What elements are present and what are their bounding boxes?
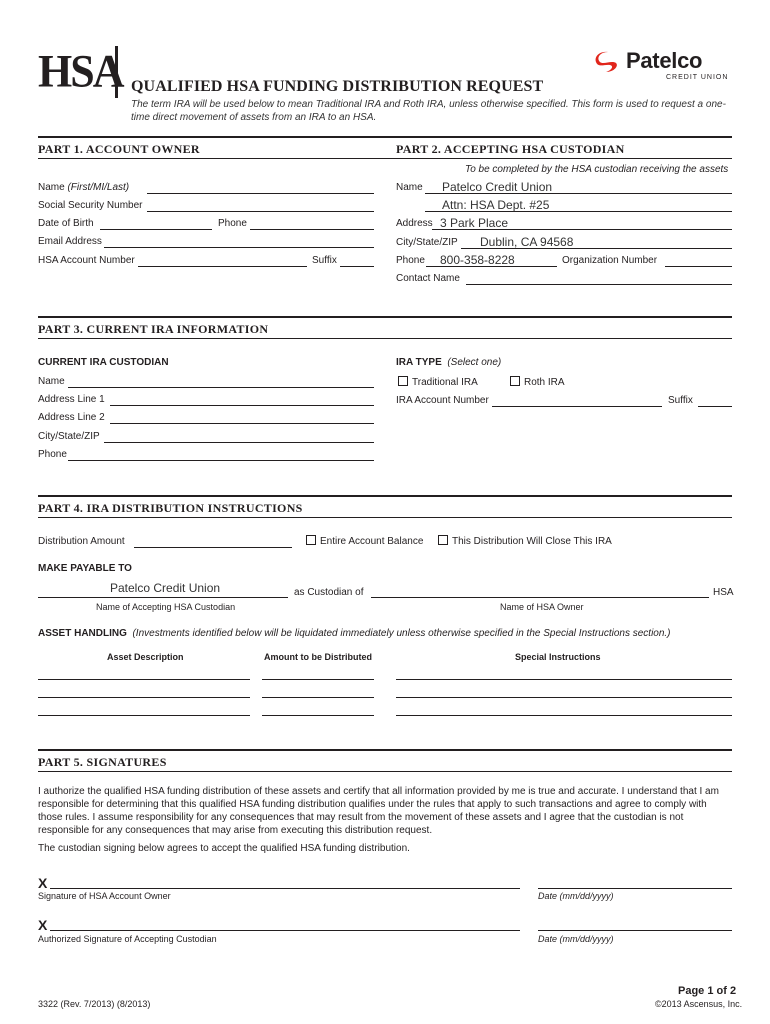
custodian-csz-label: City/State/ZIP bbox=[396, 237, 458, 248]
divider bbox=[38, 136, 732, 138]
owner-date-field[interactable] bbox=[538, 888, 732, 889]
asset-special-field-3[interactable] bbox=[396, 715, 732, 716]
asset-special-field-2[interactable] bbox=[396, 697, 732, 698]
phone-label: Phone bbox=[218, 218, 247, 229]
phone-field[interactable] bbox=[250, 229, 374, 230]
contact-name-label: Contact Name bbox=[396, 273, 460, 284]
divider bbox=[38, 517, 732, 518]
page-number: Page 1 of 2 bbox=[678, 985, 737, 997]
asset-amount-field-2[interactable] bbox=[262, 697, 374, 698]
divider bbox=[38, 749, 732, 751]
asset-special-field-1[interactable] bbox=[396, 679, 732, 680]
ssn-field[interactable] bbox=[147, 211, 374, 212]
asset-desc-field-3[interactable] bbox=[38, 715, 250, 716]
name-label: Name (First/MI/Last) bbox=[38, 182, 130, 193]
form-subtitle: The term IRA will be used below to mean Traditional IRA and Roth IRA, unless otherwise specified. This form is used to request a one-time direct movement of assets from an IRA to an HSA. bbox=[131, 99, 726, 123]
part2-note: To be completed by the HSA custodian receiving the assets bbox=[465, 164, 729, 175]
owner-date-label: Date (mm/dd/yyyy) bbox=[538, 891, 614, 901]
form-title: QUALIFIED HSA FUNDING DISTRIBUTION REQUEST bbox=[131, 78, 544, 95]
name-field[interactable] bbox=[147, 193, 374, 194]
custodian-name-value: Patelco Credit Union bbox=[442, 180, 553, 194]
ira-csz-field[interactable] bbox=[104, 442, 374, 443]
owner-sig-label: Signature of HSA Account Owner bbox=[38, 891, 171, 901]
caption-custodian: Name of Accepting HSA Custodian bbox=[96, 602, 236, 612]
patelco-swirl-icon bbox=[594, 50, 622, 74]
asset-desc-field-1[interactable] bbox=[38, 679, 250, 680]
part2-heading: PART 2. ACCEPTING HSA CUSTODIAN bbox=[396, 142, 625, 156]
checkbox-box[interactable] bbox=[306, 535, 316, 545]
ira-account-field[interactable] bbox=[492, 406, 662, 407]
asset-handling-heading: ASSET HANDLING (Investments identified below will be liquidated immediately unless otherwise specified in the Special Instructions section.) bbox=[38, 628, 671, 639]
divider bbox=[38, 338, 732, 339]
copyright: ©2013 Ascensus, Inc. bbox=[655, 999, 743, 1009]
custodian-name-line2-value: Attn: HSA Dept. #25 bbox=[442, 198, 550, 212]
custodian-name-label: Name bbox=[396, 182, 423, 193]
contact-name-field[interactable] bbox=[466, 284, 732, 285]
org-number-label: Organization Number bbox=[562, 255, 658, 266]
patelco-logo bbox=[594, 48, 734, 88]
part4-heading: PART 4. IRA DISTRIBUTION INSTRUCTIONS bbox=[38, 501, 303, 515]
divider bbox=[38, 158, 732, 159]
divider bbox=[38, 316, 732, 318]
authorization-text: I authorize the qualified HSA funding distribution of these assets and certify that all information provided by me is true and accurate. I understand that I am responsible for determining that this qualified HSA funding distribution qualifies under the rules that apply to such transactions and agree to comply with those rules. I assume responsibility for any consequences that may result from the movement of these assets and I agree that the custodian is not responsible for any consequences that may arise from executing this distribution request. bbox=[38, 786, 719, 836]
checkbox-box[interactable] bbox=[438, 535, 448, 545]
ira-suffix-field[interactable] bbox=[698, 406, 732, 407]
dob-field[interactable] bbox=[100, 229, 212, 230]
hsa-logo: HSA bbox=[38, 45, 123, 98]
col-asset-description: Asset Description bbox=[107, 652, 184, 662]
distribution-amount-label: Distribution Amount bbox=[38, 536, 125, 547]
custodian-agreement-text: The custodian signing below agrees to accept the qualified HSA funding distribution. bbox=[38, 843, 410, 854]
asset-amount-field-1[interactable] bbox=[262, 679, 374, 680]
suffix-label: Suffix bbox=[312, 255, 337, 266]
asset-desc-field-2[interactable] bbox=[38, 697, 250, 698]
ira-name-label: Name bbox=[38, 376, 65, 387]
caption-owner: Name of HSA Owner bbox=[500, 602, 584, 612]
payable-custodian-field[interactable] bbox=[38, 597, 288, 598]
ira-type-heading: IRA TYPE (Select one) bbox=[396, 357, 502, 368]
hsa-account-label: HSA Account Number bbox=[38, 255, 135, 266]
current-custodian-heading: CURRENT IRA CUSTODIAN bbox=[38, 357, 169, 368]
custodian-sig-label: Authorized Signature of Accepting Custodian bbox=[38, 934, 217, 944]
owner-sig-x: X bbox=[38, 875, 48, 891]
ira-suffix-label: Suffix bbox=[668, 395, 693, 406]
close-ira-checkbox[interactable]: This Distribution Will Close This IRA bbox=[438, 535, 612, 547]
suffix-field[interactable] bbox=[340, 266, 374, 267]
hsa-owner-field[interactable] bbox=[371, 597, 709, 598]
as-custodian-label: as Custodian of bbox=[294, 587, 364, 598]
brand-sub: CREDIT UNION bbox=[666, 74, 729, 81]
ira-addr2-label: Address Line 2 bbox=[38, 412, 105, 423]
custodian-date-label: Date (mm/dd/yyyy) bbox=[538, 934, 614, 944]
dob-label: Date of Birth bbox=[38, 218, 94, 229]
entire-balance-checkbox[interactable]: Entire Account Balance bbox=[306, 535, 423, 547]
email-label: Email Address bbox=[38, 236, 102, 247]
col-special-instructions: Special Instructions bbox=[515, 652, 601, 662]
part1-heading: PART 1. ACCOUNT OWNER bbox=[38, 142, 200, 156]
ira-name-field[interactable] bbox=[68, 387, 374, 388]
col-amount-distributed: Amount to be Distributed bbox=[264, 652, 372, 662]
brand-name: Patelco bbox=[626, 48, 703, 73]
custodian-sig-x: X bbox=[38, 917, 48, 933]
checkbox-box[interactable] bbox=[398, 376, 408, 386]
ira-addr1-field[interactable] bbox=[110, 405, 374, 406]
owner-signature-field[interactable] bbox=[50, 888, 520, 889]
make-payable-heading: MAKE PAYABLE TO bbox=[38, 563, 132, 574]
custodian-signature-field[interactable] bbox=[50, 930, 520, 931]
payable-custodian-value: Patelco Credit Union bbox=[110, 581, 221, 595]
checkbox-box[interactable] bbox=[510, 376, 520, 386]
divider bbox=[38, 495, 732, 497]
org-number-field[interactable] bbox=[665, 266, 732, 267]
ira-addr1-label: Address Line 1 bbox=[38, 394, 105, 405]
part5-heading: PART 5. SIGNATURES bbox=[38, 755, 167, 769]
custodian-address-value: 3 Park Place bbox=[440, 216, 509, 230]
part3-heading: PART 3. CURRENT IRA INFORMATION bbox=[38, 322, 269, 336]
divider bbox=[38, 771, 732, 772]
ira-addr2-field[interactable] bbox=[110, 423, 374, 424]
email-field[interactable] bbox=[104, 247, 374, 248]
ira-account-label: IRA Account Number bbox=[396, 395, 489, 406]
distribution-amount-field[interactable] bbox=[134, 547, 292, 548]
custodian-phone-label: Phone bbox=[396, 255, 425, 266]
form-number: 3322 (Rev. 7/2013) (8/2013) bbox=[38, 999, 151, 1009]
ira-phone-field[interactable] bbox=[68, 460, 374, 461]
custodian-csz-value: Dublin, CA 94568 bbox=[480, 235, 574, 249]
custodian-date-field[interactable] bbox=[538, 930, 732, 931]
ira-phone-label: Phone bbox=[38, 449, 67, 460]
roth-ira-checkbox[interactable]: Roth IRA bbox=[510, 376, 565, 388]
hsa-account-field[interactable] bbox=[138, 266, 307, 267]
hsa-suffix-label: HSA bbox=[713, 587, 734, 598]
ira-csz-label: City/State/ZIP bbox=[38, 431, 100, 442]
asset-amount-field-3[interactable] bbox=[262, 715, 374, 716]
custodian-phone-value: 800-358-8228 bbox=[440, 253, 515, 267]
custodian-address-label: Address bbox=[396, 218, 433, 229]
traditional-ira-checkbox[interactable]: Traditional IRA bbox=[398, 376, 478, 388]
ssn-label: Social Security Number bbox=[38, 200, 143, 211]
